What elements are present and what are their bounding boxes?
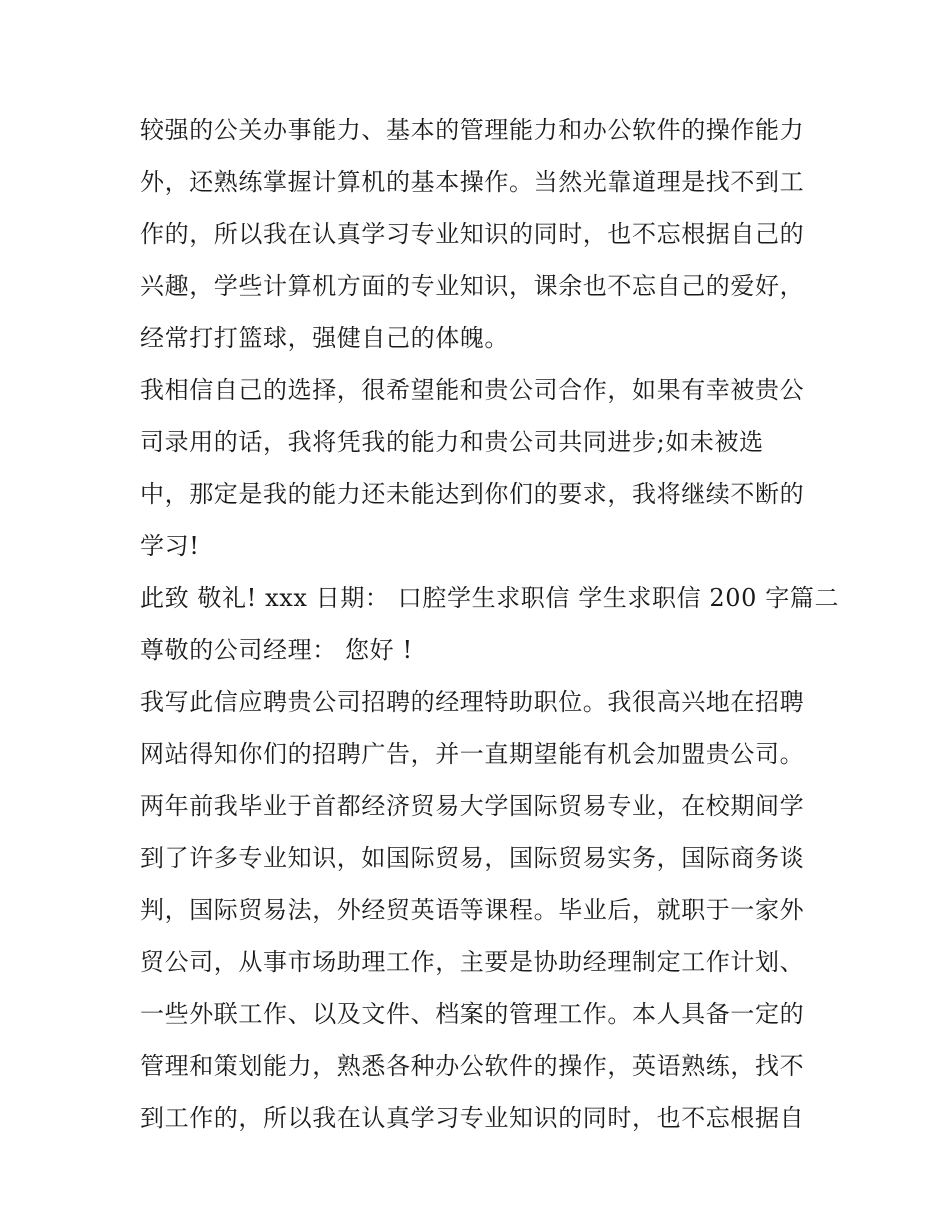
body-text (140, 104, 840, 1144)
text-line: 中，那定是我的能力还未能达到你们的要求，我将继续不断的 (140, 480, 805, 508)
text-line: 管理和策划能力，熟悉各种办公软件的操作，英语熟练，找不 (140, 1052, 805, 1080)
text-line: 此致 敬礼! xxx 日期： 口腔学生求职信 学生求职信 200 字篇二 (140, 584, 840, 612)
text-line: 贸公司，从事市场助理工作，主要是协助经理制定工作计划、 (140, 948, 805, 976)
text-line: 学习! (140, 532, 200, 560)
text-line: 两年前我毕业于首都经济贸易大学国际贸易专业，在校期间学 (140, 792, 805, 820)
text-line: 我写此信应聘贵公司招聘的经理特助职位。我很高兴地在招聘 (140, 688, 805, 716)
text-line: 较强的公关办事能力、基本的管理能力和办公软件的操作能力 (140, 116, 805, 144)
text-line: 兴趣，学些计算机方面的专业知识，课余也不忘自己的爱好， (140, 272, 805, 300)
text-line: 网站得知你们的招聘广告，并一直期望能有机会加盟贵公司。 (140, 740, 805, 768)
text-line: 作的，所以我在认真学习专业知识的同时，也不忘根据自己的 (140, 220, 805, 248)
text-line: 到了许多专业知识，如国际贸易，国际贸易实务，国际商务谈 (140, 844, 805, 872)
text-line: 外，还熟练掌握计算机的基本操作。当然光靠道理是找不到工 (140, 168, 805, 196)
text-line: 一些外联工作、以及文件、档案的管理工作。本人具备一定的 (140, 1000, 805, 1028)
text-line: 我相信自己的选择，很希望能和贵公司合作，如果有幸被贵公 (140, 376, 805, 404)
text-line: 尊敬的公司经理： 您好 ! (140, 636, 413, 664)
text-line: 司录用的话，我将凭我的能力和贵公司共同进步;如未被选 (140, 428, 764, 456)
text-line: 经常打打篮球，强健自己的体魄。 (140, 324, 509, 352)
text-line: 判，国际贸易法，外经贸英语等课程。毕业后，就职于一家外 (140, 896, 805, 924)
text-line: 到工作的，所以我在认真学习专业知识的同时，也不忘根据自 (140, 1104, 805, 1132)
